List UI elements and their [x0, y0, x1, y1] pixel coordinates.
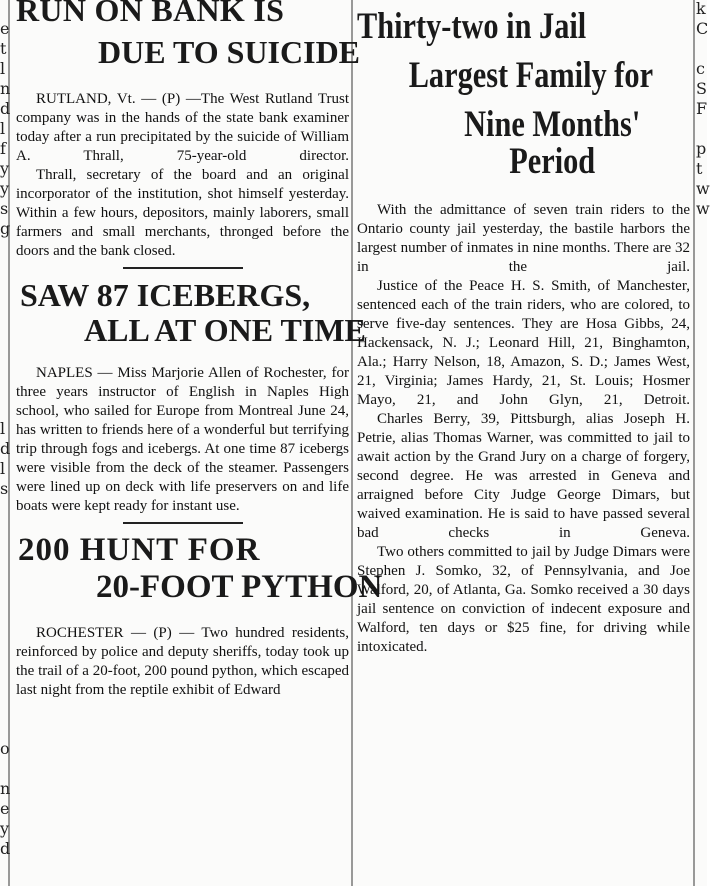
edge-fragment — [0, 400, 8, 420]
edge-fragment — [0, 320, 8, 340]
edge-fragment — [0, 580, 8, 600]
edge-fragment — [0, 720, 8, 740]
edge-fragment: l — [0, 59, 6, 78]
edge-fragment: t — [696, 159, 703, 178]
edge-fragment — [0, 260, 8, 280]
paragraph: With the admittance of seven train riders to the Ontario county jail yesterday, the bastile harbors the largest number of inmates in nine months. There are 32 in the jail. — [357, 202, 690, 276]
edge-fragment: o — [0, 739, 10, 758]
paragraph: Two others committed to jail by Judge Dimars were Stephen J. Somko, 32, of Pennsylvania, and Joe Walford, 20, of Atlanta, Ga. Somko received a 30 days jail sentence on conviction of indecent exposure and Walford, ten days or $25 fine, for driving while intoxicated. — [357, 544, 690, 656]
headline-line: 20-FOOT PYTHON — [96, 569, 383, 605]
edge-fragment: e — [0, 19, 10, 38]
edge-fragment — [0, 0, 8, 20]
edge-fragment: s — [0, 479, 9, 498]
edge-fragment — [0, 600, 8, 620]
headline-line: RUN ON BANK IS — [16, 0, 285, 28]
paragraph: Charles Berry, 39, Pittsburgh, alias Joseph H. Petrie, alias Thomas Warner, was committed to jail to await action by the Grand Jury on a charge of forgery, second degree. He was arrested in Geneva and arraigned before City Judge George Dimars, but waived examination. He is said to have passed several bad checks in Geneva. — [357, 411, 690, 542]
edge-fragment: t — [0, 39, 7, 58]
edge-fragment: e — [0, 799, 10, 818]
edge-fragment: S — [696, 79, 707, 98]
edge-fragment — [0, 280, 8, 300]
headline-line: SAW 87 ICEBERGS, — [20, 277, 311, 313]
edge-fragment — [0, 300, 8, 320]
edge-fragment: p — [696, 139, 707, 158]
edge-fragment: F — [696, 99, 708, 118]
edge-fragment: n — [0, 779, 11, 798]
edge-fragment: y — [0, 179, 10, 198]
edge-fragment: g — [0, 219, 11, 238]
paragraph: Thrall, secretary of the board and an original incorporator of the institution, shot himself yesterday. Within a few hours, depositors, mainly laborers, small farmers and small merchants, thronged before the doors and the bank closed. — [16, 167, 349, 259]
edge-fragment — [0, 360, 8, 380]
article-python — [16, 532, 383, 700]
edge-fragment: y — [0, 159, 10, 178]
edge-fragment — [696, 40, 704, 60]
edge-fragment — [0, 520, 8, 540]
edge-fragment — [0, 340, 8, 360]
edge-fragment — [0, 500, 8, 520]
middle-column — [357, 0, 690, 886]
headline-icebergs — [16, 277, 366, 348]
column-rule-middle — [351, 0, 353, 886]
headline-python — [16, 532, 383, 605]
edge-fragment — [0, 240, 8, 260]
edge-fragment: k — [696, 0, 706, 18]
edge-fragment — [0, 560, 8, 580]
article-body — [16, 90, 349, 261]
edge-fragment — [0, 680, 8, 700]
paragraph: Justice of the Peace H. S. Smith, of Manchester, sentenced each of the train riders, who are colored, to serve five-day sentences. They are Hosa Gibbs, 24, Hackensack, N. J.; Leonard Hill, 21, Binghamton, Ala.; Harry Nelson, 18, Amazon, S. D.; James West, 21, Virginia; James Hardy, 21, St. Louis; Hosmer Mayo, 21, and John Glyn, 21, Detroit. — [357, 278, 690, 409]
column-rule-right — [693, 0, 695, 886]
edge-fragment: n — [0, 79, 11, 98]
article-body — [357, 201, 690, 657]
edge-fragment: d — [0, 439, 11, 458]
headline-line: 200 HUNT FOR — [18, 532, 261, 568]
headline-line: ALL AT ONE TIME — [84, 312, 366, 348]
headline-thirty-two-in-jail — [357, 8, 690, 180]
edge-fragment — [0, 700, 8, 720]
paragraph: RUTLAND, Vt. — (P) —The West Rutland Trust company was in the hands of the state bank examiner today after a run precipitated by the suicide of William A. Thrall, 75-year-old director. — [16, 91, 349, 164]
edge-fragment — [0, 380, 8, 400]
headline-line: Nine Months' Period — [464, 104, 641, 182]
edge-fragment — [0, 640, 8, 660]
article-body — [16, 364, 349, 516]
edge-fragment — [0, 760, 8, 780]
article-divider — [123, 522, 243, 524]
paragraph: ROCHESTER — (P) — Two hundred residents, reinforced by police and deputy sheriffs, today took up the trail of a 20-foot, 200 pound python, which escaped last night from the reptile exhibit of Edward — [16, 625, 349, 698]
edge-fragment: w — [696, 179, 710, 198]
paragraph: NAPLES — Miss Marjorie Allen of Rochester, for three years instructor of English in Naples High school, who sailed for Europe from Montreal June 24, has written to friends here of a wonderful but terrifying trip through fogs and icebergs. At one time 87 icebergs were visible from the deck of the steamer. Passengers were lined up on deck with life preservers on and life boats were kept ready for instant use. — [16, 365, 349, 514]
edge-fragment: c — [696, 59, 705, 78]
edge-fragment: l — [0, 459, 6, 478]
edge-fragment: d — [0, 839, 11, 858]
edge-fragment: f — [0, 139, 6, 158]
edge-fragment: s — [0, 199, 9, 218]
headline-line: Thirty-two in Jail — [357, 6, 587, 47]
headline-run-on-bank — [16, 0, 361, 70]
edge-fragment: l — [0, 119, 6, 138]
edge-fragment: w — [696, 199, 710, 218]
edge-fragment — [696, 120, 704, 140]
edge-fragment — [0, 660, 8, 680]
article-body — [16, 624, 349, 700]
article-run-on-bank — [16, 0, 361, 261]
edge-fragment: C — [696, 19, 709, 38]
headline-line: Largest Family for — [408, 55, 654, 96]
edge-fragment: y — [0, 819, 10, 838]
headline-line: DUE TO SUICIDE — [98, 34, 361, 70]
article-divider — [123, 267, 243, 269]
cropped-edge-left-column — [0, 0, 11, 860]
left-column — [16, 0, 383, 886]
article-icebergs — [16, 277, 366, 516]
article-thirty-two-in-jail — [357, 8, 690, 657]
edge-fragment: d — [0, 99, 11, 118]
cropped-edge-right-column — [696, 0, 710, 220]
edge-fragment — [0, 620, 8, 640]
edge-fragment: l — [0, 419, 6, 438]
edge-fragment — [0, 540, 8, 560]
